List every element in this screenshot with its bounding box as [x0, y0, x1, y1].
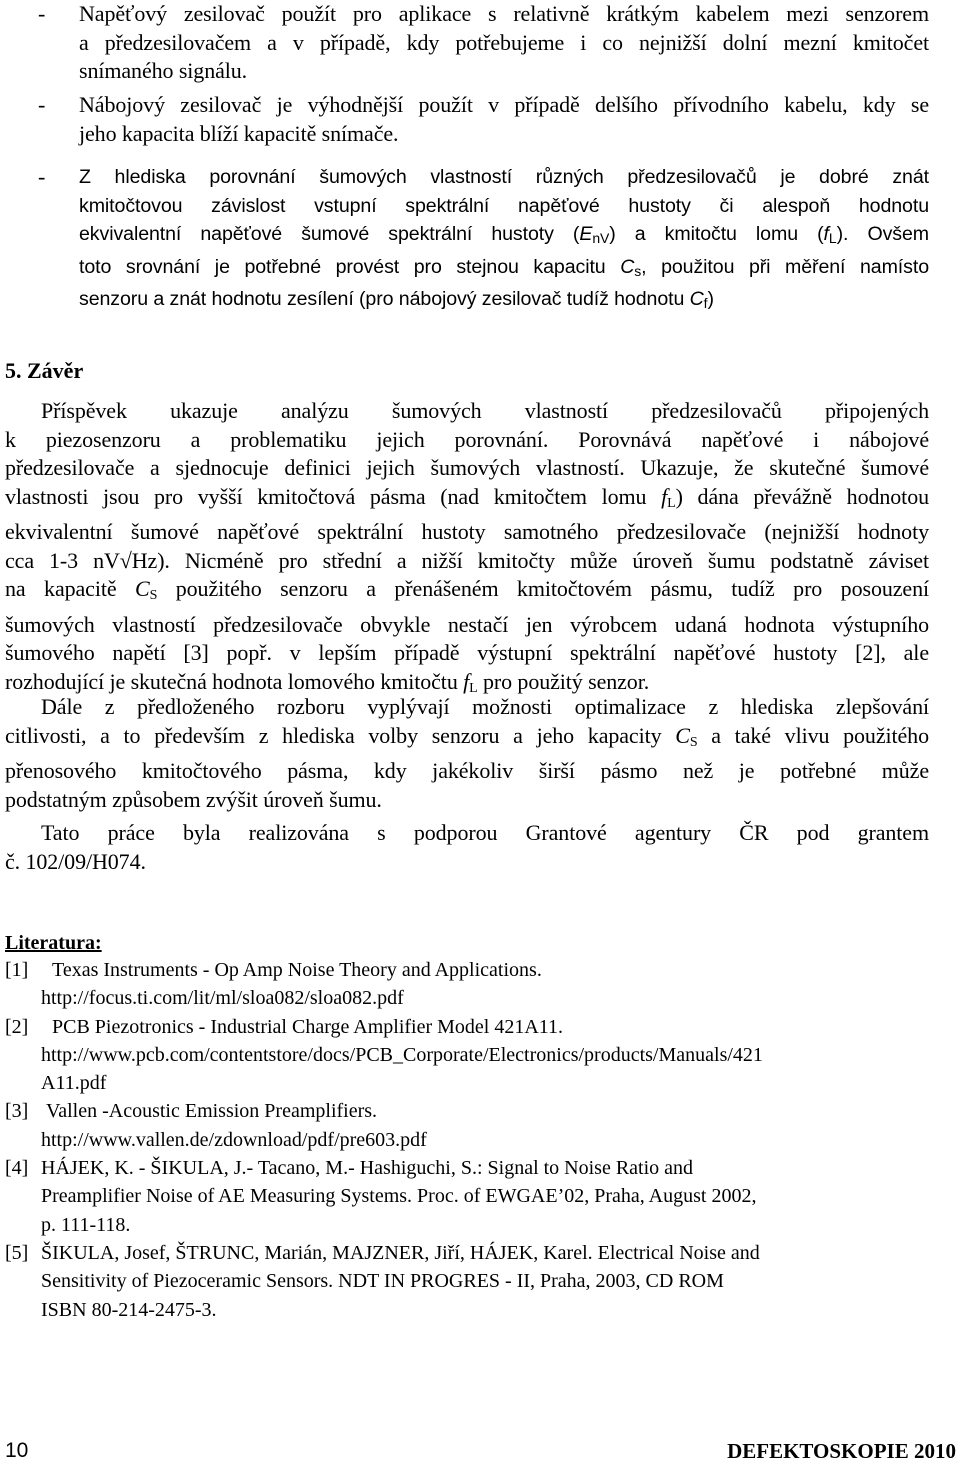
text-line: [5, 611, 929, 640]
text-line: [5, 518, 929, 547]
reference-line: Sensitivity of Piezoceramic Sensors. NDT IN PROGRES - II, Praha, 2003, CD ROM: [41, 1270, 724, 1293]
reference-line: Vallen -Acoustic Emission Preamplifiers.: [46, 1100, 378, 1123]
conclusion-paragraph-1: [5, 397, 929, 703]
math-symbol: C: [135, 576, 150, 601]
reference-line: p. 111-118.: [41, 1213, 131, 1236]
text-segment: cca 1-3 nV√Hz). Nicméně pro střední a nižší kmitočty může úroveň šumu podstatně záviset: [5, 547, 929, 573]
text-line: [79, 91, 929, 120]
reference-line: PCB Piezotronics - Industrial Charge Amplifier Model 421A11.: [52, 1015, 564, 1038]
reference-body: [41, 1154, 929, 1239]
reference-line: Texas Instruments - Op Amp Noise Theory and Applications.: [52, 959, 542, 981]
journal-name: DEFEKTOSKOPIE 2010: [727, 1439, 956, 1463]
text-segment: snímaného signálu.: [79, 58, 248, 83]
text-line: [5, 786, 929, 815]
text-segment: k piezosenzoru a problematiku jejich porovnání. Porovnává napěťové i nábojové: [5, 426, 929, 452]
reference-link: http://www.pcb.com/contentstore/docs/PCB_Corporate/Electronics/products/Manuals/421: [41, 1043, 763, 1066]
text-segment: ekvivalentní napěťové šumové spektrální hustoty (: [79, 223, 580, 245]
text-segment: Příspěvek ukazuje analýzu šumových vlastností předzesilovačů připojených: [41, 398, 929, 423]
section-heading: 5. Závěr: [5, 358, 84, 383]
reference-item: [5, 1013, 929, 1098]
text-segment: šumových vlastností předzesilovače obvykle nestačí jen výrobcem udaná hodnota výstupního: [5, 611, 929, 637]
text-line: [5, 426, 929, 455]
text-line: [79, 0, 929, 29]
reference-body: [41, 1013, 929, 1098]
text-line: [79, 192, 929, 221]
text-line: č. 102/09/H074.: [5, 848, 146, 874]
page-number: 10: [5, 1439, 29, 1462]
text-line: [5, 547, 929, 576]
reference-item: [5, 1154, 929, 1239]
text-line: [5, 483, 929, 519]
literature-heading: Literatura:: [5, 932, 102, 954]
text-segment: Z hlediska porovnání šumových vlastností různých předzesilovačů je dobré znát: [79, 166, 929, 188]
math-subscript: L: [667, 495, 676, 511]
text-segment: Nábojový zesilovač je výhodnější použít v případě delšího přívodního kabelu, kdy se: [79, 92, 929, 117]
math-symbol: f: [823, 223, 829, 245]
reference-body: [41, 956, 929, 1013]
text-line: [5, 757, 929, 786]
text-segment: pro použitý senzor.: [477, 668, 650, 694]
math-symbol: E: [579, 223, 593, 245]
text-line: [5, 575, 929, 611]
bullet-text: [79, 0, 929, 86]
bullet-text: [79, 91, 929, 148]
text-line: [79, 285, 929, 318]
reference-list: [5, 956, 929, 1324]
text-line: [79, 220, 929, 253]
text-segment: na kapacitě: [5, 576, 135, 601]
text-line: Tato práce byla realizována s podporou Grantové agentury ČR pod grantem: [41, 820, 929, 845]
text-line: [5, 454, 929, 483]
text-segment: použitého senzoru a přenášeném kmitočtovém pásmu, tudíž pro posouzení: [157, 576, 929, 601]
math-symbol: C: [675, 722, 690, 748]
text-line: [5, 397, 929, 426]
text-line: [79, 29, 929, 58]
text-segment: ). Ovšem: [836, 223, 929, 245]
text-line: [79, 120, 929, 149]
bullet-dash: -: [38, 92, 46, 117]
text-segment: Napěťový zesilovač použít pro aplikace s relativně krátkým kabelem mezi senzorem: [79, 1, 929, 26]
math-symbol: C: [620, 255, 635, 278]
reference-link: http://www.vallen.de/zdownload/pdf/pre603.pdf: [41, 1128, 427, 1151]
reference-line: ISBN 80-214-2475-3.: [41, 1298, 217, 1321]
text-segment: a také vlivu použitého: [697, 722, 929, 748]
math-symbol: C: [689, 288, 704, 310]
reference-line: ŠIKULA, Josef, ŠTRUNC, Marián, MAJZNER, Jiří, HÁJEK, Karel. Electrical Noise and: [41, 1241, 760, 1264]
reference-item: [5, 1097, 929, 1154]
reference-number: [4]: [5, 1157, 29, 1180]
text-line: [5, 722, 929, 758]
reference-number: [2]: [5, 1015, 29, 1038]
text-segment: senzoru a znát hodnotu zesílení (pro nábojový zesilovač tudíž hodnotu: [79, 288, 690, 310]
text-segment: Dále z předloženého rozboru vyplývají možnosti optimalizace z hlediska zlepšování: [41, 694, 929, 719]
text-segment: předzesilovače a sjednocuje definici jejich šumových vlastností. Ukazuje, že skutečné šumové: [5, 455, 929, 480]
text-segment: kmitočtovou závislost vstupní spektrální napěťové hustoty či alespoň hodnotu: [79, 194, 929, 217]
text-line: [5, 639, 929, 668]
reference-number: [3]: [5, 1100, 29, 1123]
reference-link: A11.pdf: [41, 1072, 107, 1095]
reference-number: [5]: [5, 1241, 29, 1264]
reference-body: [41, 1239, 929, 1324]
bullet-dash: -: [38, 164, 46, 189]
math-subscript: f: [703, 295, 708, 311]
text-segment: toto srovnání je potřebné provést pro stejnou kapacitu: [79, 255, 621, 278]
text-segment: ekvivalentní šumové napěťové spektrální hustoty samotného předzesilovače (nejnižší hodnoty: [5, 519, 929, 544]
text-segment: vlastnosti jsou pro vyšší kmitočtová pásma (nad kmitočtem lomu: [5, 483, 662, 509]
text-segment: , použitou při měření namísto: [641, 255, 929, 278]
text-segment: jeho kapacita blíží kapacitě snímače.: [79, 120, 399, 146]
text-line: [79, 253, 929, 286]
text-segment: ) dána převážně hodnotou: [675, 483, 929, 509]
reference-item: [5, 956, 929, 1013]
reference-item: [5, 1239, 929, 1324]
text-line: [79, 163, 929, 192]
math-symbol: f: [463, 668, 470, 694]
text-segment: přenosového kmitočtového pásma, kdy jakékoliv širší pásmo než je potřebné může: [5, 758, 929, 783]
text-segment: ) a kmitočtu lomu (: [609, 223, 824, 245]
text-segment: citlivosti, a to především z hlediska volby senzoru a jeho kapacity: [5, 722, 676, 748]
bullet-dash: -: [38, 1, 46, 26]
text-line: [5, 693, 929, 722]
text-line: [79, 57, 929, 86]
acknowledgement: [5, 819, 929, 876]
math-subscript: L: [828, 230, 837, 246]
math-subscript: L: [469, 680, 478, 696]
math-subscript: s: [634, 262, 642, 279]
math-subscript: nV: [592, 230, 610, 246]
text-segment: rozhodující je skutečná hodnota lomového kmitočtu: [5, 668, 464, 694]
bullet-text: [79, 163, 929, 318]
math-symbol: f: [661, 483, 668, 509]
text-segment: a předzesilovačem a v případě, kdy potřebujeme i co nejnižší dolní mezní kmitočet: [79, 29, 929, 55]
conclusion-paragraph-2: [5, 693, 929, 814]
reference-link: http://focus.ti.com/lit/ml/sloa082/sloa082.pdf: [41, 987, 404, 1010]
math-subscript: S: [689, 734, 698, 750]
reference-line: Preamplifier Noise of AE Measuring Systems. Proc. of EWGAE’02, Praha, August 2002,: [41, 1185, 757, 1208]
reference-body: [41, 1097, 929, 1154]
math-subscript: S: [149, 588, 158, 603]
text-segment: podstatným způsobem zvýšit úroveň šumu.: [5, 786, 382, 812]
reference-number: [1]: [5, 959, 29, 981]
reference-line: HÁJEK, K. - ŠIKULA, J.- Tacano, M.- Hashiguchi, S.: Signal to Noise Ratio and: [41, 1157, 694, 1180]
text-segment: ): [707, 288, 714, 310]
text-segment: šumového napětí [3] popř. v lepším případě výstupní spektrální napěťové hustoty [2], ale: [5, 640, 929, 665]
